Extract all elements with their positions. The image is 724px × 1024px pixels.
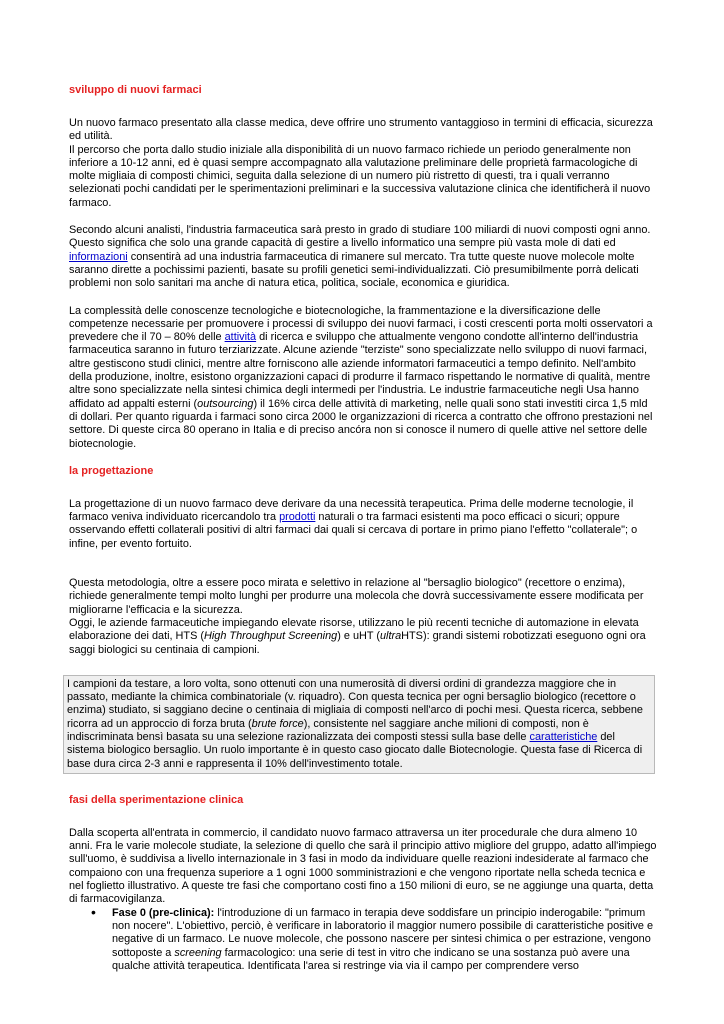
text-run: ) il 16% circa delle attività di marketing, nelle quali sono stati investiti circa 1,5 mld di dollari. Per quanto riguarda i farmaci sono circa 2000 le organizzazioni di ricerca a contratto che offrono prestazioni nel settore. Di queste circa 80 operano in Italia e di preciso ancóra non si conosce il numero di quelle attive nel settore delle biotecnologie. bbox=[69, 397, 653, 450]
link-informazioni[interactable]: informazioni bbox=[69, 250, 128, 263]
text-run: Oggi, le aziende farmaceutiche impiegando elevate risorse, utilizzano le più recenti tecniche di automazione in elevata elaborazione dei dati, HTS ( bbox=[69, 616, 639, 643]
text-run: HTS): grandi sistemi robotizzati eseguono ogni ora saggi biologici su centinaia di campioni. bbox=[69, 630, 646, 656]
text-run-italic: outsourcing bbox=[197, 397, 254, 410]
text-run: naturali o tra farmaci esistenti ma poco efficaci o sicuri; oppure osservando effetti collaterali positivi di altri farmaci dai quali si cercava di portare in primo piano l'effetto "collaterale"; o infine, per evento fortuito. bbox=[69, 511, 638, 550]
link-prodotti[interactable]: prodotti bbox=[279, 511, 316, 524]
section-heading-sviluppo: sviluppo di nuovi farmaci bbox=[69, 84, 202, 96]
text-run: di ricerca e sviluppo che attualmente vengono condotte all'interno dell'industria farmaceutica saranno in futuro terziarizzate. Alcune aziende "terziste" sono specializzate nello sviluppo di nuovi farmaci, altre gestiscono studi clinici, mentre altre forniscono alle aziende informatori farmaceutici a tempo definito. Nell'ambito della produzione, inoltre, esistono organizzazioni capaci di produrre il farmaco rispettando le normative di qualità, mentre altre sono specializzate nella sintesi chimica degli intermedi per l'industria. Le industrie farmaceutiche negli Usa hanno affidato ad appalti esterni ( bbox=[69, 331, 651, 410]
paragraph bbox=[69, 617, 657, 657]
paragraph bbox=[69, 224, 657, 290]
text-run: consentirà ad una industria farmaceutica di rimanere sul mercato. Tra tutte queste nuove molecole molte saranno dirette a pochissimi pazienti, basate su profili genetici semi-individualizzati. Ciò presumibilmente porrà delicati problemi non solo sanitari ma anche di natura etica, politica, sociale, economica e giuridica. bbox=[69, 250, 639, 290]
text-run: I campioni da testare, a loro volta, sono ottenuti con una numerosità di diversi ordini di grandezza maggiore che in passato, mediante la chimica combinatoriale (v. riquadro). Con questa tecnica per ogni bersaglio biologico (recettore o enzima) studiato, si saggiano decine o centinaia di migliaia di composti nell'arco di pochi mesi. Questa ricerca, sebbene ricorra ad un approccio di forza bruta ( bbox=[67, 677, 643, 730]
text-run: del sistema biologico bersaglio. Un ruolo importante è in questo caso giocato dalle Biotecnologie. Questa fase di Ricerca di base dura circa 2-3 anni e rappresenta il 10% dell'investimento totale. bbox=[67, 730, 643, 770]
text-run: La progettazione di un nuovo farmaco deve derivare da una necessità terapeutica. Prima delle moderne tecnologie, il farmaco veniva individuato ricercandolo tra bbox=[69, 497, 634, 524]
text-run: ) e uHT ( bbox=[337, 630, 380, 643]
paragraph: Il percorso che porta dallo studio iniziale alla disponibilità di un nuovo farmaco richiede un periodo generalmente non inferiore a 10-12 anni, ed è quasi sempre accompagnato alla valutazione preliminare delle proprietà farmacologiche di molte migliaia di composti chimici, seguita dalla selezione di un numero più ristretto di questi, tra i quali verranno selezionati pochi candidati per le sperimentazioni preliminari e la successiva valutazione clinica che identificherà il nuovo farmaco. bbox=[69, 143, 651, 209]
paragraph: Questa metodologia, oltre a essere poco mirata e selettivo in relazione al "bersaglio biologico" (recettore o enzima), richiede generalmente tempi molto lunghi per produrre una molecola che dovrà successivamente essere modificata per migliorarne l'efficacia e la sicurezza. bbox=[69, 577, 644, 616]
section-heading-fasi: fasi della sperimentazione clinica bbox=[69, 793, 244, 806]
text-run-italic: brute force bbox=[251, 717, 304, 730]
text-run: l'introduzione di un farmaco in terapia deve soddisfare un principio inderogabile: "primum non nocere". L'obiettivo, perciò, è verificare in laboratorio il maggior numero possibile di caratteristiche positive e negative di un farmaco. Le nuove molecole, che possono nascere per sintesi chimica o per estrazione, vengono sottoposte a bbox=[112, 906, 654, 959]
text-run: Secondo alcuni analisti, l'industria farmaceutica sarà presto in grado di studiare 100 miliardi di nuovi composti ogni anno. Questo significa che solo una grande capacità di gestire a livello informatico una sempre più vasta mole di dati ed bbox=[69, 224, 651, 250]
link-caratteristiche[interactable]: caratteristiche bbox=[529, 730, 598, 743]
text-run-italic: screening bbox=[174, 946, 222, 959]
paragraph: Dalla scoperta all'entrata in commercio, il candidato nuovo farmaco attraversa un iter procedurale che dura almeno 10 anni. Fra le varie molecole studiate, la selezione di quello che sarà il principio attivo migliore del gruppo, adatto all'impiego sull'uomo, è suddivisa a livello internazionale in 3 fasi in modo da individuare quelle reazioni indesiderate al farmaco che compaiono con una frequenza superiore a 1 ogni 1000 somministrazioni e che vengono riportate nella scheda tecnica e nel foglietto illustrativo. A queste tre fasi che comportano costi fino a 150 milioni di euro, se ne aggiunge una quarta, detta di farmacovigilanza. bbox=[69, 826, 657, 906]
paragraph: Un nuovo farmaco presentato alla classe medica, deve offrire uno strumento vantaggioso in termini di efficacia, sicurezza ed utilità. bbox=[69, 117, 653, 143]
text-run-italic: High Throughput Screening bbox=[204, 630, 338, 643]
text-run: farmacologico: una serie di test in vitro che indicano se una sostanza può avere una qualche attività terapeutica. Identificata l'area si restringe via via il campo per comprendere verso bbox=[112, 946, 630, 972]
link-attivita[interactable]: attività bbox=[224, 331, 257, 344]
callout-box bbox=[63, 675, 655, 774]
phase-list bbox=[69, 907, 657, 973]
paragraph bbox=[69, 305, 657, 451]
text-run: La complessità delle conoscenze tecnologiche e biotecnologiche, la frammentazione e la diversificazione delle competenze necessarie per promuovere i processi di sviluppo dei nuovi farmaci, i costi crescenti porta molti osservatori a prevedere che il 70 – 80% delle bbox=[69, 304, 653, 344]
paragraph bbox=[69, 498, 657, 551]
text-run: ), consistente nel saggiare anche milioni di composti, non è indiscriminata bensì basata su una selezione razionalizzata dei composti stessi sulla base delle bbox=[67, 717, 589, 743]
list-item-title: Fase 0 (pre-clinica): bbox=[112, 906, 215, 919]
document-body bbox=[69, 84, 657, 973]
section-heading-progettazione: la progettazione bbox=[69, 464, 154, 477]
list-item bbox=[112, 907, 657, 973]
text-run-italic: ultra bbox=[379, 630, 402, 643]
